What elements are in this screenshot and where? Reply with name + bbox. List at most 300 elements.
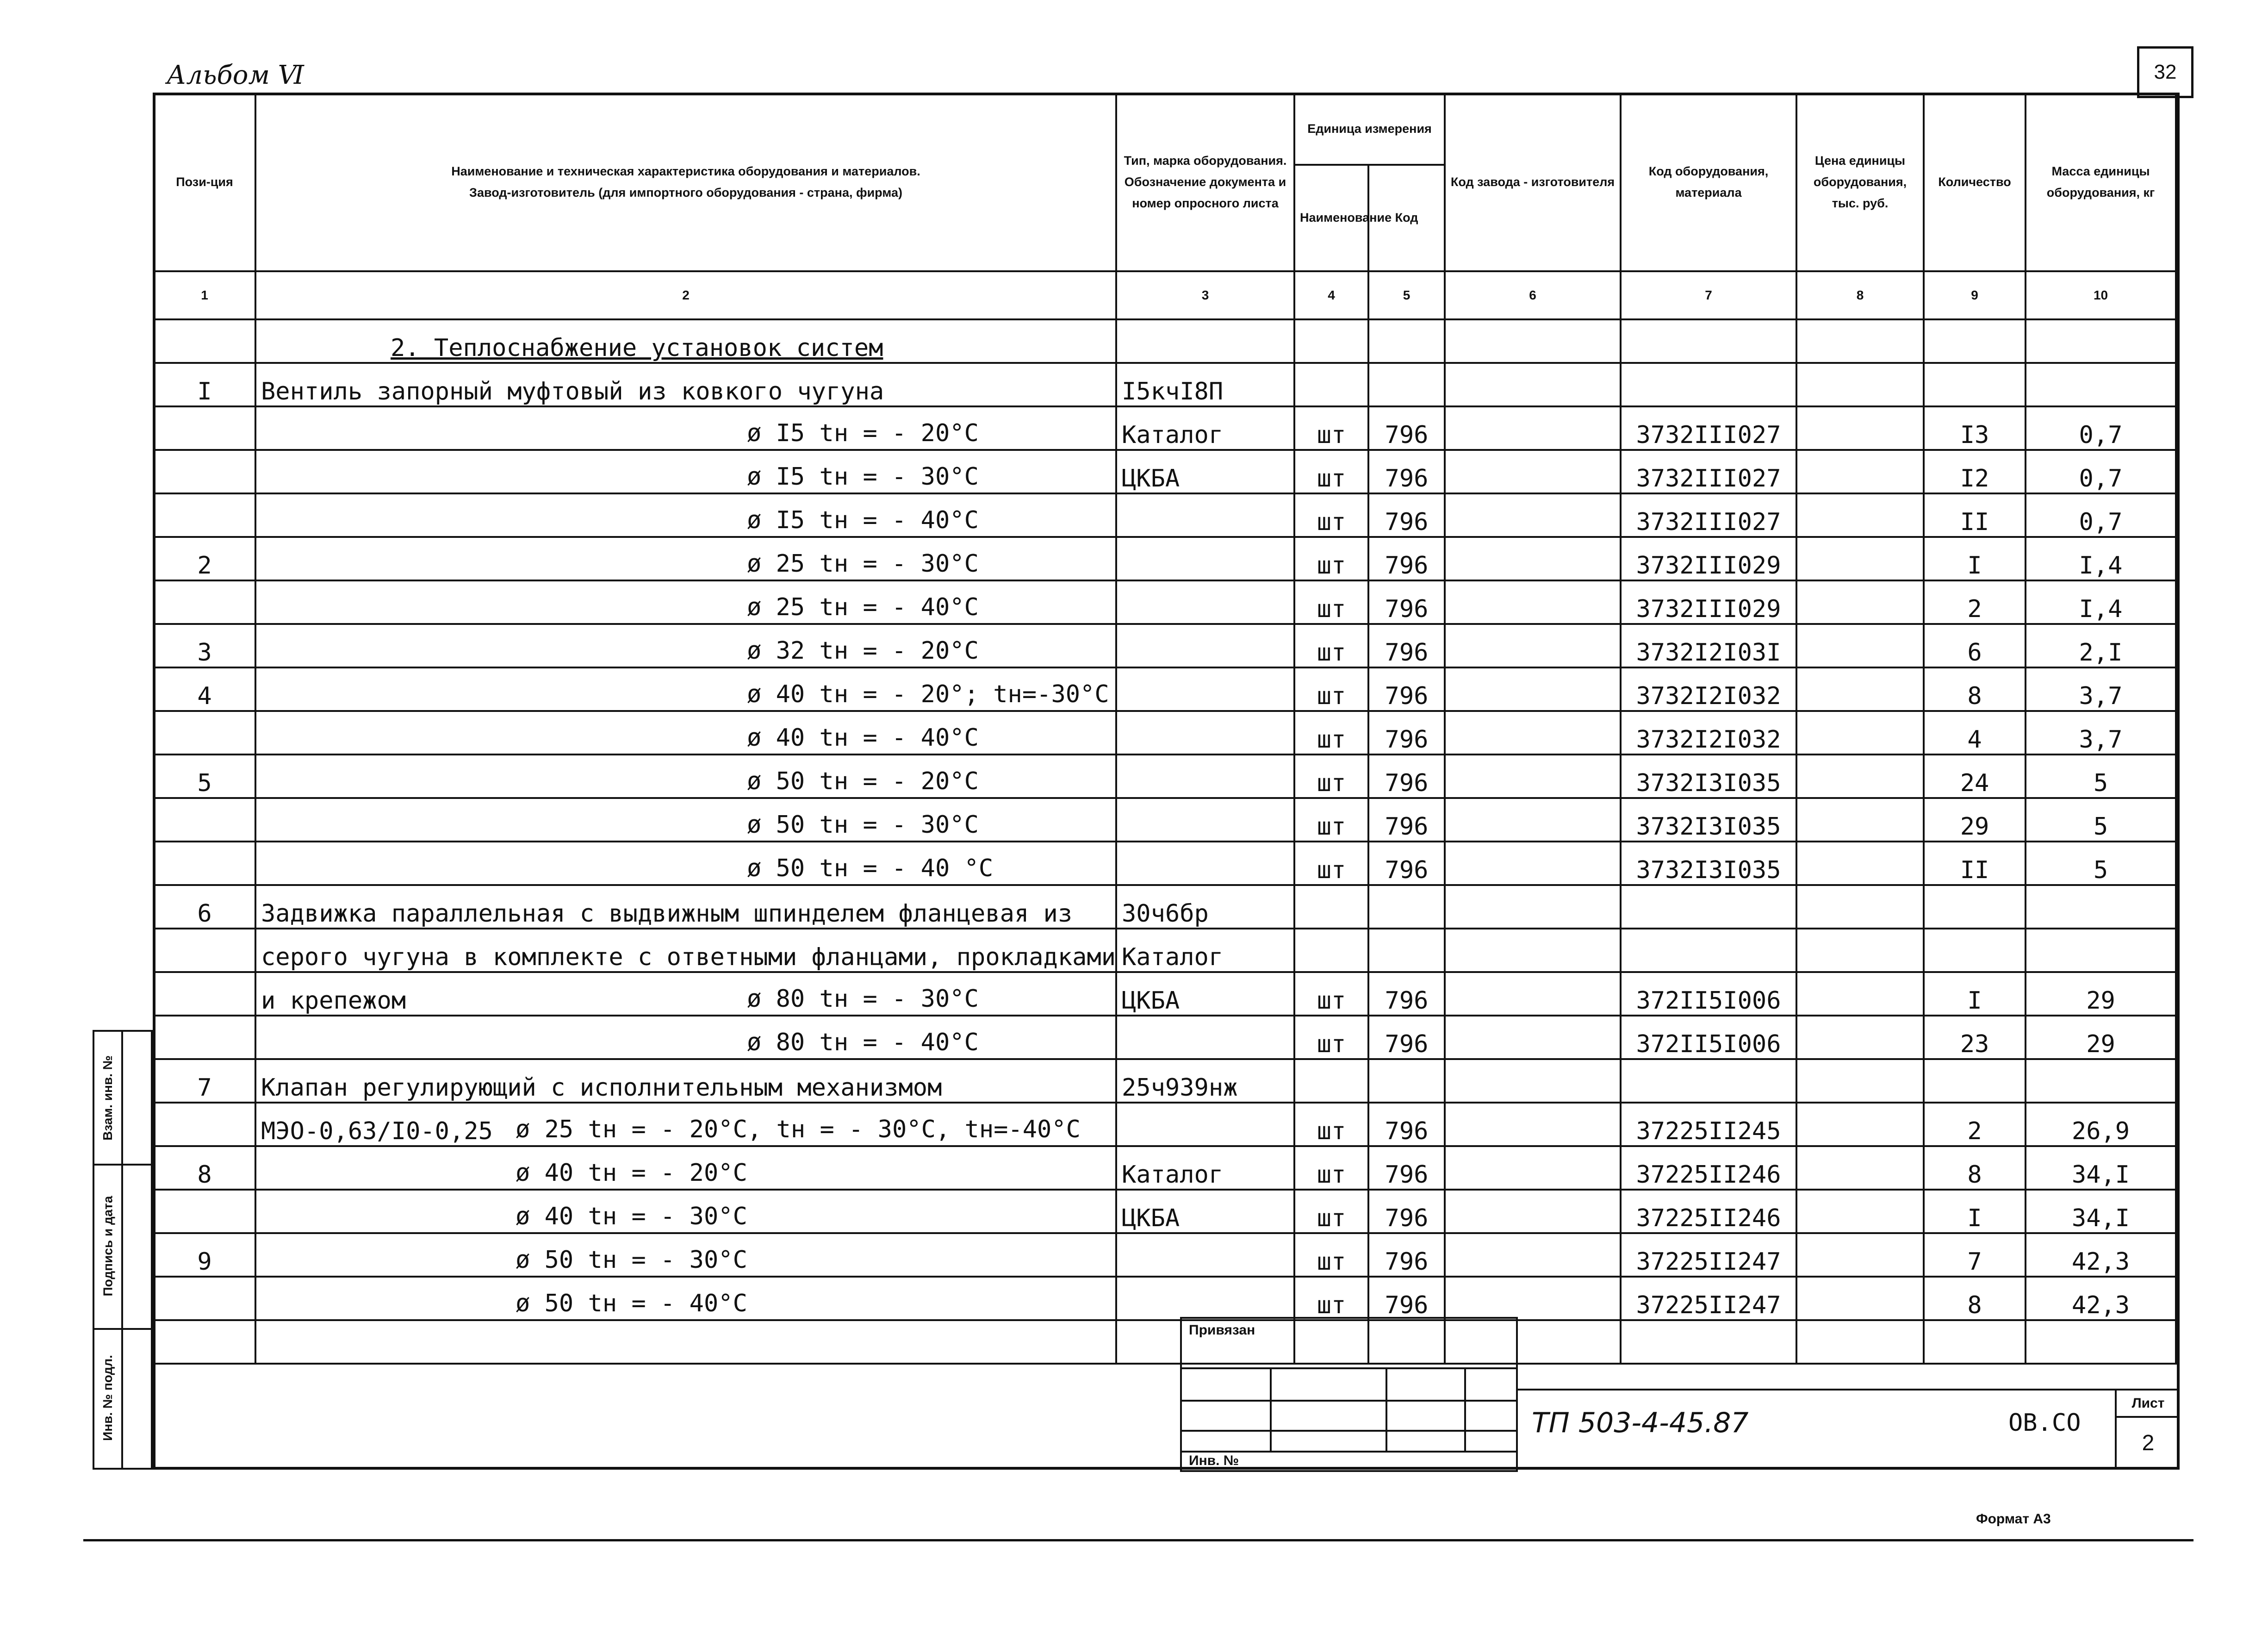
cell-price (1796, 580, 1924, 624)
document-code: ТП 503-4-45.87 (1532, 1407, 1749, 1439)
cell-qty: I3 (1924, 406, 2026, 450)
table-row (154, 711, 2176, 755)
cell-code: 3732III029 (1621, 537, 1796, 580)
album-label: Альбом Ⅵ (167, 60, 304, 90)
cell-unit: шт (1294, 580, 1368, 624)
table-row (154, 755, 2176, 798)
item-parameters: ø 50 tн = - 20°C (747, 767, 979, 795)
column-number: 4 (1294, 271, 1368, 319)
cell-mass: 34,I (2026, 1146, 2176, 1190)
cell-type: ЦКБА (1116, 1190, 1294, 1233)
cell-type: Каталог (1116, 1146, 1294, 1190)
table-row (154, 493, 2176, 537)
table-row (154, 842, 2176, 885)
cell-unit: шт (1294, 711, 1368, 755)
cell-name (255, 406, 1116, 450)
cell-price (1796, 450, 1924, 493)
item-parameters: ø 40 tн = - 40°C (747, 724, 979, 752)
column-number: 5 (1368, 271, 1445, 319)
item-name: МЭО-0,63/I0-0,25 (261, 1117, 493, 1145)
cell-qty (1924, 929, 2026, 972)
cell-mass: 5 (2026, 798, 2176, 842)
item-parameters: ø 25 tн = - 30°C (747, 550, 979, 578)
cell-type: Каталог (1116, 929, 1294, 972)
cell-mass: I,4 (2026, 580, 2176, 624)
sidebar-label-inv-orig: Инв. № подл. (94, 1328, 123, 1468)
section-title (255, 319, 1116, 363)
cell-unit (1294, 363, 1368, 406)
cell-qty (1924, 363, 2026, 406)
cell-unit: шт (1294, 1277, 1368, 1320)
cell-pos (154, 1277, 255, 1320)
cell-maker (1445, 580, 1621, 624)
cell-maker (1445, 493, 1621, 537)
cell-price (1796, 929, 1924, 972)
cell-price (1796, 406, 1924, 450)
cell-mass: 3,7 (2026, 667, 2176, 711)
item-parameters: ø 40 tн = - 20°; tн=-30°C (747, 680, 1109, 708)
header-price: Цена единицы оборудования, тыс. руб. (1796, 94, 1924, 271)
cell-qty: II (1924, 493, 2026, 537)
cell-mass: 42,3 (2026, 1233, 2176, 1277)
cell-code (1621, 363, 1796, 406)
cell-pos: 3 (154, 624, 255, 667)
header-name-line2: Завод-изготовитель (для импортного оборудования - страна, фирма) (469, 186, 902, 200)
cell-type (1116, 580, 1294, 624)
format-label: Формат А3 (1976, 1511, 2051, 1527)
cell-mass: 0,7 (2026, 406, 2176, 450)
cell-type: ЦКБА (1116, 972, 1294, 1016)
column-number: 6 (1445, 271, 1621, 319)
cell-ucode: 796 (1368, 624, 1445, 667)
cell-mass: 5 (2026, 755, 2176, 798)
table-row (154, 1190, 2176, 1233)
cell-name (255, 667, 1116, 711)
cell-price (1796, 1059, 1924, 1103)
table-row (154, 1233, 2176, 1277)
cell-price (1796, 1277, 1924, 1320)
header-type: Тип, марка оборудования. Обозначение документа и номер опросного листа (1116, 94, 1294, 271)
header-unit-code: Код (1368, 165, 1445, 271)
cell-ucode (1368, 363, 1445, 406)
cell-ucode: 796 (1368, 1233, 1445, 1277)
item-name: Вентиль запорный муфтовый из ковкого чугуна (261, 378, 884, 405)
cell-name (255, 711, 1116, 755)
cell-ucode (1368, 1059, 1445, 1103)
cell-maker (1445, 885, 1621, 929)
cell-pos: 7 (154, 1059, 255, 1103)
cell-name (255, 798, 1116, 842)
cell-unit: шт (1294, 1103, 1368, 1146)
cell-type (1116, 755, 1294, 798)
cell-pos: I (154, 363, 255, 406)
cell-code: 3732I2I032 (1621, 667, 1796, 711)
cell-ucode (1368, 929, 1445, 972)
cell-code: 3732III027 (1621, 450, 1796, 493)
cell-unit: шт (1294, 1233, 1368, 1277)
cell-code: 37225II247 (1621, 1277, 1796, 1320)
header-mass: Масса единицы оборудования, кг (2026, 94, 2176, 271)
cell-ucode: 796 (1368, 406, 1445, 450)
cell-qty (1924, 1059, 2026, 1103)
title-block (1518, 1389, 2180, 1470)
cell-price (1796, 1190, 1924, 1233)
cell-code: 37225II245 (1621, 1103, 1796, 1146)
cell-mass: 29 (2026, 1016, 2176, 1059)
cell-unit: шт (1294, 755, 1368, 798)
cell-ucode: 796 (1368, 537, 1445, 580)
sidebar-stamp (93, 1030, 153, 1470)
cell-pos (154, 798, 255, 842)
cell-name (255, 1146, 1116, 1190)
item-parameters: ø 32 tн = - 20°C (747, 637, 979, 665)
column-number: 1 (154, 271, 255, 319)
cell-maker (1445, 1190, 1621, 1233)
cell-name (255, 972, 1116, 1016)
cell-type: 25ч939нж (1116, 1059, 1294, 1103)
table-row (154, 363, 2176, 406)
cell-qty: I (1924, 1190, 2026, 1233)
cell-type: ЦКБА (1116, 450, 1294, 493)
cell-pos (154, 580, 255, 624)
cell-pos: 4 (154, 667, 255, 711)
table-row (154, 1059, 2176, 1103)
table-row (154, 1146, 2176, 1190)
cell-code: 3732I2I032 (1621, 711, 1796, 755)
cell-mass (2026, 363, 2176, 406)
divider (1386, 1367, 1387, 1451)
item-parameters: ø 40 tн = - 30°C (516, 1203, 747, 1230)
cell-maker (1445, 667, 1621, 711)
cell-type (1116, 537, 1294, 580)
cell-qty: 8 (1924, 1277, 2026, 1320)
cell-unit: шт (1294, 842, 1368, 885)
item-parameters: ø 50 tн = - 40 °C (747, 854, 994, 882)
cell-code (1621, 1059, 1796, 1103)
table-row (154, 885, 2176, 929)
cell-price (1796, 1233, 1924, 1277)
column-number: 3 (1116, 271, 1294, 319)
column-number: 10 (2026, 271, 2176, 319)
cell-name (255, 842, 1116, 885)
cell-unit: шт (1294, 537, 1368, 580)
bottom-rule (83, 1539, 2193, 1541)
cell-pos (154, 972, 255, 1016)
cell-ucode: 796 (1368, 842, 1445, 885)
header-position: Пози-ция (154, 94, 255, 271)
stamp-inv-label: Инв. № (1189, 1453, 1239, 1468)
cell-type: 30ч6бр (1116, 885, 1294, 929)
item-parameters: ø I5 tн = - 30°C (747, 463, 979, 491)
cell-mass: 29 (2026, 972, 2176, 1016)
specification-table (153, 93, 2177, 1365)
cell-code: 37225II247 (1621, 1233, 1796, 1277)
cell-code: 37225II246 (1621, 1146, 1796, 1190)
cell-maker (1445, 1233, 1621, 1277)
cell-code: 3732I3I035 (1621, 798, 1796, 842)
item-name: серого чугуна в комплекте с ответными фланцами, прокладками (261, 943, 1116, 971)
cell-mass: 2,I (2026, 624, 2176, 667)
cell-code: 372II5I006 (1621, 972, 1796, 1016)
column-number: 7 (1621, 271, 1796, 319)
cell-pos (154, 1103, 255, 1146)
cell-qty: I (1924, 537, 2026, 580)
cell-maker (1445, 972, 1621, 1016)
cell-unit: шт (1294, 1146, 1368, 1190)
cell-pos (154, 450, 255, 493)
cell-maker (1445, 537, 1621, 580)
table-row (154, 972, 2176, 1016)
cell-unit: шт (1294, 493, 1368, 537)
cell-mass (2026, 929, 2176, 972)
cell-name (255, 363, 1116, 406)
item-parameters: ø 25 tн = - 20°C, tн = - 30°C, tн=-40°C (516, 1116, 1081, 1143)
item-parameters: ø 25 tн = - 40°C (747, 593, 979, 621)
table-row (154, 580, 2176, 624)
table-row-empty (154, 1320, 2176, 1364)
cell-pos (154, 929, 255, 972)
table-row (154, 1277, 2176, 1320)
item-parameters: ø 80 tн = - 40°C (747, 1029, 979, 1056)
cell-maker (1445, 1277, 1621, 1320)
column-number: 8 (1796, 271, 1924, 319)
cell-ucode: 796 (1368, 1016, 1445, 1059)
cell-qty: II (1924, 842, 2026, 885)
section-row (154, 319, 2176, 363)
header-quantity: Количество (1924, 94, 2026, 271)
cell-pos: 6 (154, 885, 255, 929)
cell-name (255, 929, 1116, 972)
cell-name (255, 624, 1116, 667)
cell-ucode: 796 (1368, 755, 1445, 798)
cell-maker (1445, 755, 1621, 798)
cell-ucode: 796 (1368, 580, 1445, 624)
cell-ucode: 796 (1368, 450, 1445, 493)
cell-maker (1445, 711, 1621, 755)
cell-name (255, 450, 1116, 493)
cell-ucode: 796 (1368, 1146, 1445, 1190)
cell-name (255, 1059, 1116, 1103)
cell-price (1796, 1146, 1924, 1190)
cell-mass: 5 (2026, 842, 2176, 885)
cell-price (1796, 972, 1924, 1016)
cell-mass: I,4 (2026, 537, 2176, 580)
cell-unit: шт (1294, 406, 1368, 450)
cell-price (1796, 537, 1924, 580)
cell-maker (1445, 1103, 1621, 1146)
cell-unit: шт (1294, 667, 1368, 711)
cell-qty: 8 (1924, 667, 2026, 711)
cell-unit (1294, 929, 1368, 972)
table-row (154, 450, 2176, 493)
cell-type: I5кчI8П (1116, 363, 1294, 406)
cell-unit (1294, 885, 1368, 929)
item-parameters: ø 40 tн = - 20°C (516, 1159, 747, 1187)
stamp-bound-label: Привязан (1189, 1322, 1255, 1338)
cell-qty: 7 (1924, 1233, 2026, 1277)
cell-code: 3732III029 (1621, 580, 1796, 624)
cell-unit: шт (1294, 624, 1368, 667)
cell-pos: 5 (154, 755, 255, 798)
sheet-number: 32 (2137, 46, 2193, 98)
cell-price (1796, 1103, 1924, 1146)
cell-maker (1445, 406, 1621, 450)
cell-qty: I2 (1924, 450, 2026, 493)
document-mark: ОВ.СО (2008, 1409, 2081, 1437)
cell-price (1796, 1016, 1924, 1059)
header-maker-code: Код завода - изготовителя (1445, 94, 1621, 271)
cell-qty: 2 (1924, 580, 2026, 624)
cell-ucode: 796 (1368, 1103, 1445, 1146)
cell-code (1621, 929, 1796, 972)
cell-maker (1445, 929, 1621, 972)
cell-ucode: 796 (1368, 972, 1445, 1016)
header-name (255, 94, 1116, 271)
cell-code: 3732I3I035 (1621, 755, 1796, 798)
cell-type (1116, 667, 1294, 711)
cell-maker (1445, 1146, 1621, 1190)
cell-qty: 29 (1924, 798, 2026, 842)
cell-unit: шт (1294, 450, 1368, 493)
table-row (154, 1016, 2176, 1059)
cell-type (1116, 711, 1294, 755)
cell-pos: 8 (154, 1146, 255, 1190)
cell-maker (1445, 624, 1621, 667)
cell-pos (154, 1016, 255, 1059)
cell-type (1116, 1233, 1294, 1277)
cell-price (1796, 667, 1924, 711)
cell-code: 3732I3I035 (1621, 842, 1796, 885)
cell-maker (1445, 450, 1621, 493)
table-row (154, 667, 2176, 711)
cell-type (1116, 624, 1294, 667)
cell-type (1116, 1277, 1294, 1320)
cell-maker (1445, 842, 1621, 885)
cell-name (255, 885, 1116, 929)
cell-code: 37225II246 (1621, 1190, 1796, 1233)
cell-ucode (1368, 885, 1445, 929)
cell-name (255, 755, 1116, 798)
cell-qty: 4 (1924, 711, 2026, 755)
cell-type (1116, 493, 1294, 537)
cell-type (1116, 1016, 1294, 1059)
divider (1270, 1367, 1272, 1451)
divider (94, 1328, 151, 1330)
sidebar-label-sign-date: Подпись и дата (94, 1164, 123, 1328)
item-parameters: ø 80 tн = - 30°C (747, 985, 979, 1013)
cell-qty: 6 (1924, 624, 2026, 667)
cell-ucode: 796 (1368, 667, 1445, 711)
cell-unit: шт (1294, 798, 1368, 842)
cell-ucode: 796 (1368, 493, 1445, 537)
cell-code: 3732III027 (1621, 406, 1796, 450)
cell-mass: 0,7 (2026, 450, 2176, 493)
sheet-box (2115, 1391, 2180, 1470)
table-row (154, 537, 2176, 580)
cell-ucode: 796 (1368, 798, 1445, 842)
cell-unit: шт (1294, 1190, 1368, 1233)
sidebar-label-inv-replace: Взам. инв. № (94, 1032, 123, 1164)
sheet-value: 2 (2142, 1431, 2155, 1455)
cell-price (1796, 842, 1924, 885)
cell-maker (1445, 1016, 1621, 1059)
item-parameters: ø I5 tн = - 40°C (747, 506, 979, 534)
cell-name (255, 537, 1116, 580)
item-parameters: ø 50 tн = - 30°C (747, 811, 979, 839)
cell-code: 372II5I006 (1621, 1016, 1796, 1059)
cell-price (1796, 624, 1924, 667)
table-row (154, 624, 2176, 667)
cell-pos (154, 1190, 255, 1233)
cell-qty (1924, 885, 2026, 929)
cell-price (1796, 363, 1924, 406)
cell-maker (1445, 798, 1621, 842)
cell-maker (1445, 363, 1621, 406)
cell-name (255, 580, 1116, 624)
cell-qty: 8 (1924, 1146, 2026, 1190)
cell-code (1621, 885, 1796, 929)
cell-name (255, 1190, 1116, 1233)
column-number: 9 (1924, 271, 2026, 319)
cell-type (1116, 798, 1294, 842)
cell-code: 3732I2I03I (1621, 624, 1796, 667)
cell-name (255, 1277, 1116, 1320)
item-parameters: ø I5 tн = - 20°C (747, 419, 979, 447)
cell-pos (154, 711, 255, 755)
sheet-label: Лист (2117, 1391, 2180, 1418)
cell-qty: 24 (1924, 755, 2026, 798)
cell-price (1796, 798, 1924, 842)
cell-type (1116, 1103, 1294, 1146)
cell-ucode: 796 (1368, 711, 1445, 755)
item-name: Задвижка параллельная с выдвижным шпинделем фланцевая из (261, 900, 1073, 928)
cell-type: Каталог (1116, 406, 1294, 450)
cell-type (1116, 842, 1294, 885)
header-equipment-code: Код оборудования, материала (1621, 94, 1796, 271)
cell-price (1796, 493, 1924, 537)
cell-pos: 2 (154, 537, 255, 580)
cell-unit (1294, 1059, 1368, 1103)
cell-mass: 42,3 (2026, 1277, 2176, 1320)
cell-qty: 2 (1924, 1103, 2026, 1146)
cell-price (1796, 755, 1924, 798)
cell-price (1796, 885, 1924, 929)
cell-qty: 23 (1924, 1016, 2026, 1059)
cell-pos (154, 493, 255, 537)
cell-pos: 9 (154, 1233, 255, 1277)
header-unit-name: Наименование (1294, 165, 1368, 271)
divider (1182, 1451, 1516, 1453)
cell-mass: 3,7 (2026, 711, 2176, 755)
cell-unit: шт (1294, 972, 1368, 1016)
cell-pos (154, 842, 255, 885)
section-title-text: 2. Теплоснабжение установок систем (391, 334, 883, 362)
divider (94, 1164, 151, 1166)
table-row (154, 929, 2176, 972)
item-parameters: ø 50 tн = - 40°C (516, 1290, 747, 1317)
table-row (154, 406, 2176, 450)
cell-mass (2026, 885, 2176, 929)
item-name: Клапан регулирующий с исполнительным механизмом (261, 1074, 942, 1102)
cell-mass (2026, 1059, 2176, 1103)
cell-qty: I (1924, 972, 2026, 1016)
cell-mass: 26,9 (2026, 1103, 2176, 1146)
divider (1464, 1367, 1466, 1451)
header-name-line1: Наименование и техническая характеристика оборудования и материалов. (451, 164, 920, 179)
column-numbers-row (154, 271, 2176, 319)
column-number: 2 (255, 271, 1116, 319)
cell-mass: 34,I (2026, 1190, 2176, 1233)
